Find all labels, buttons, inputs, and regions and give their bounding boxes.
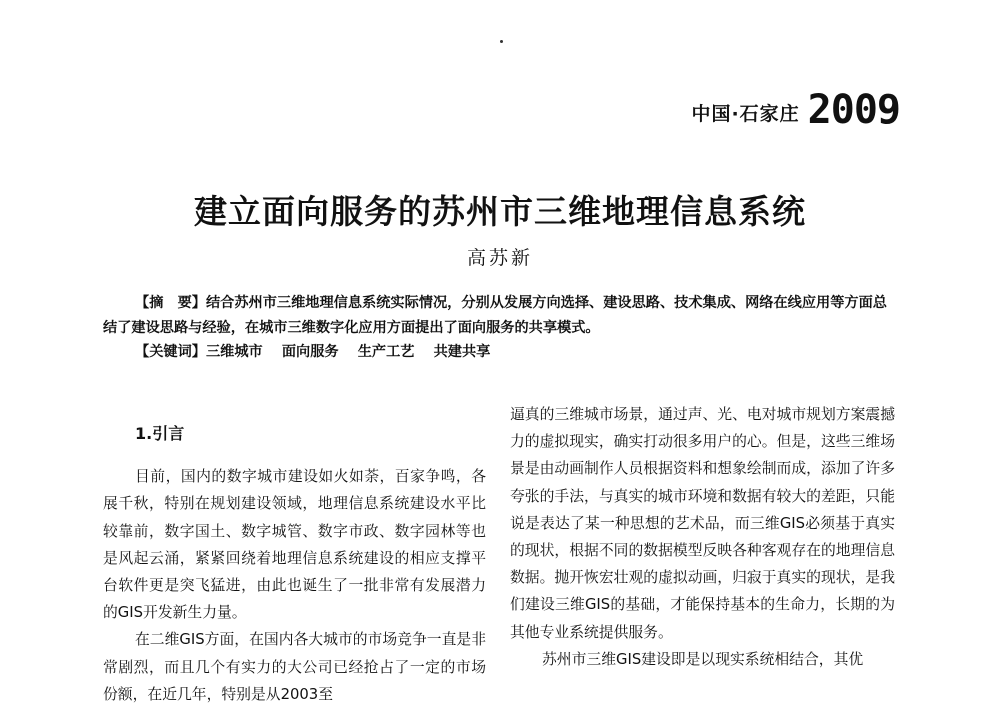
paper-title: 建立面向服务的苏州市三维地理信息系统 <box>194 192 806 231</box>
conference-header <box>691 87 900 133</box>
conference-location: 中国·石家庄 <box>691 103 800 125</box>
paper-author: 高苏新 <box>466 247 533 269</box>
left-column <box>103 420 486 708</box>
paragraph: 逼真的三维城市场景，通过声、光、电对城市规划方案震撼力的虚拟现实，确实打动很多用户的心。但是，这些三维场景是由动画制作人员根据资料和想象绘制而成，添加了许多夸张的手法，与真实的城市环境和数据有较大的差距，只能说是表达了某一种思想的艺术品，而三维GIS必须基于真实的现状，根据不同的数据模型反映各种客观存在的地理信息数据。抛开恢宏壮观的虚拟动画，归寂于真实的现状，是我们建设三维GIS的基础，才能保持基本的生命力，长期的为其他专业系统提供服务。 <box>510 406 895 641</box>
abstract: 【摘 要】结合苏州市三维地理信息系统实际情况，分别从发展方向选择、建设思路、技术集成、网络在线应用等方面总结了建设思路与经验，在城市三维数字化应用方面提出了面向服务的共享模式。 <box>103 295 887 336</box>
paragraph: 目前，国内的数字城市建设如火如荼，百家争鸣，各展千秋，特别在规划建设领域，地理信息系统建设水平比较靠前，数字国土、数字城管、数字市政、数字园林等也是风起云涌，紧紧回绕着地理信息系统建设的相应支撑平台软件更是突飞猛进，由此也诞生了一批非常有发展潜力的GIS开发新生力量。 <box>103 468 486 622</box>
scan-dot <box>500 40 503 43</box>
keywords: 【关键词】三维城市 面向服务 生产工艺 共建共享 <box>135 344 491 360</box>
paragraph: 在二维GIS方面，在国内各大城市的市场竞争一直是非常剧烈，而且几个有实力的大公司已经抢占了一定的市场份额，在近几年，特别是从2003至 <box>103 631 486 703</box>
conference-year: 2009 <box>807 87 900 133</box>
right-column <box>510 401 895 673</box>
section-heading-introduction: 1.引言 <box>135 424 185 443</box>
paragraph: 苏州市三维GIS建设即是以现实系统相结合，其优 <box>542 650 864 668</box>
